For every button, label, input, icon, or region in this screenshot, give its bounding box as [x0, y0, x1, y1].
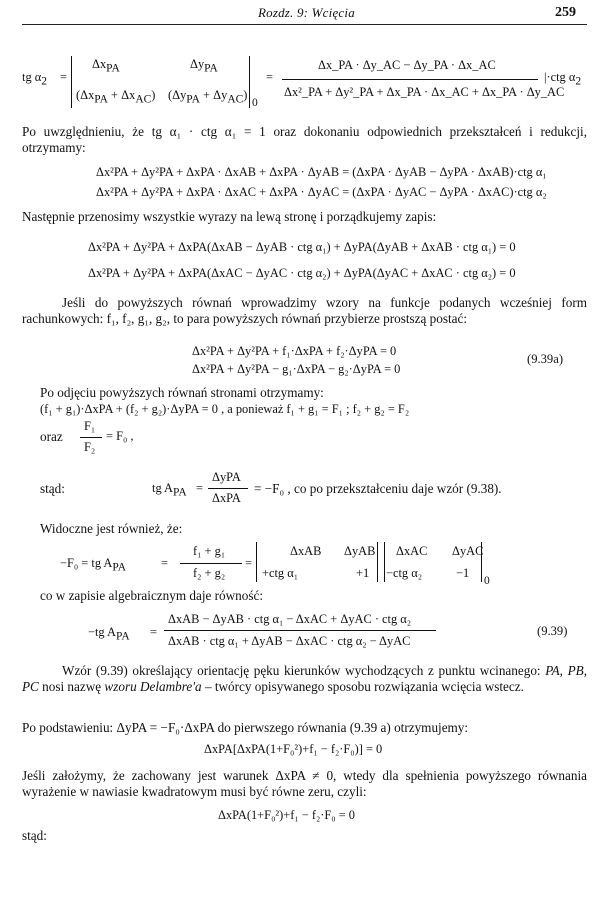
eq939-bar [164, 630, 436, 631]
oraz-bar [80, 437, 102, 438]
eq-top-frac-bar [282, 79, 538, 80]
eq939-den: ΔxAB · ctg α₁ + ΔyAB − ΔxAC · ctg α₂ − ΔyAC [168, 634, 411, 648]
stad1-num: ΔyPA [212, 470, 241, 484]
stad2-word: stąd: [22, 828, 47, 843]
paragraph-1: Po uwzględnieniu, że tg α₁ · ctg α₁ = 1 oraz dokonaniu odpowiednich przekształceń i redukcji, otrzymamy: [22, 124, 587, 156]
eq939-number: (9.39) [537, 624, 568, 638]
det-left-bar [71, 56, 72, 108]
eqF0-d2-bot2: −1 [456, 566, 470, 580]
eq-pair2-line2: Δx²PA + Δy²PA + ΔxPA(ΔxAC − ΔyAC · ctg α₂) + ΔyPA(ΔyAC + ΔxAC · ctg α₂) = 0 [88, 266, 516, 280]
eq-top-frac-den: Δx²_PA + Δy²_PA + Δx_PA · Δx_AC + Δx_PA · Δy_AC [284, 85, 565, 99]
stad1-rhs: = −F₀ , co po przekształceniu daje wzór (9.38). [254, 481, 502, 496]
det-zero: 0 [252, 97, 258, 109]
paragraph-9: Jeśli założymy, że zachowany jest warunek ΔxPA ≠ 0, wtedy dla spełnienia powyższego równania wyrażenie w nawiasie kwadratowym musi być równe zeru, czyli: [22, 768, 587, 800]
stad1-lhs: tg $A_{PA}$ [152, 481, 187, 499]
eq-pair1-line2: Δx²PA + Δy²PA + ΔxPA · ΔxAC + ΔxPA · ΔyAC = (ΔxPA · ΔyAC − ΔyPA · ΔxAC)·ctg α₂ [96, 185, 547, 199]
eq939-num: ΔxAB − ΔyAB · ctg α₁ − ΔxAC + ΔyAC · ctg α₂ [168, 612, 412, 626]
stad1-bar [208, 488, 248, 489]
eq939-lhs: −tg $A_{PA}$ [88, 625, 130, 643]
eqF0-d1-bot2: +1 [356, 566, 370, 580]
paragraph-5: Widoczne jest również, że: [40, 521, 183, 536]
eq-last: ΔxPA(1+F₀²)+f₁ − f₂·F₀ = 0 [218, 808, 356, 822]
paragraph-3: Jeśli do powyższych równań wprowadzimy wzory na funkcje podanych wcześniej form rachunkowych: f₁, f₂, g₁, g₂, to para powyższych równań przybierze prostszą postać: [22, 295, 587, 327]
eqF0-bar [180, 563, 242, 564]
oraz-num: F₁ [84, 419, 96, 433]
eqF0-d1-bot: +ctg α₁ [262, 566, 299, 580]
line-sub: (f₁ + g₁)·ΔxPA + (f₂ + g₂)·ΔyPA = 0 , a ponieważ f₁ + g₁ = F₁ ; f₂ + g₂ = F₂ [40, 402, 410, 416]
eqF0-det-bar1 [256, 542, 257, 582]
paragraph-2: Następnie przenosimy wszystkie wyrazy na lewą stronę i porządkujemy zapis: [22, 209, 437, 224]
eqF0-d2-top2: ΔyAC [452, 544, 484, 558]
eqF0-det-bar4 [481, 542, 482, 582]
paragraph-4: Po odjęciu powyższych równań stronami otrzymamy: [40, 385, 324, 400]
det-bot-left: $(\Delta x_{PA} + \Delta x_{AC})$ [76, 88, 156, 106]
eq939-eq: = [150, 625, 157, 639]
det-top-right: $\Delta y_{PA}$ [190, 57, 218, 75]
det-top-left: $\Delta x_{PA}$ [92, 57, 120, 75]
stad1-den: ΔxPA [212, 491, 241, 505]
eqF0-num: f₁ + g₁ [193, 544, 226, 558]
eqF0-det-bar3 [384, 542, 385, 582]
stad1-word: stąd: [40, 481, 65, 496]
eqF0-eq: = [161, 556, 168, 570]
eqF0-lhs: −F₀ = tg $A_{PA}$ [60, 556, 127, 574]
eqF0-d2-bot: −ctg α₂ [386, 566, 423, 580]
eqF0-d1-top: ΔxAB [290, 544, 322, 558]
paragraph-6: co w zapisie algebraicznym daje równość: [40, 588, 263, 603]
eq-top-lhs: tg $\alpha_2$ [22, 70, 47, 88]
page-number: 259 [555, 5, 576, 20]
eq-pair1-line1: Δx²PA + Δy²PA + ΔxPA · ΔxAB + ΔxPA · ΔyAB = (ΔxPA · ΔyAB − ΔyPA · ΔxAB)·ctg α₁ [96, 165, 547, 179]
header-rule [22, 24, 587, 25]
eqF0-eq2: = [245, 556, 252, 570]
eqF0-den: f₂ + g₂ [193, 566, 226, 580]
eq-pair2-line1: Δx²PA + Δy²PA + ΔxPA(ΔxAB − ΔyAB · ctg α₁) + ΔyPA(ΔyAB + ΔxAB · ctg α₁) = 0 [88, 240, 516, 254]
eq-top-rhs: |·ctg $\alpha_2$ [544, 70, 582, 88]
oraz-rhs: = F₀ , [106, 429, 134, 443]
eq-top-frac-num: Δx_PA · Δy_AC − Δy_PA · Δx_AC [318, 58, 496, 72]
eqF0-d1-top2: ΔyAB [344, 544, 376, 558]
oraz-den: F₂ [84, 440, 96, 454]
eq-939a-line2: Δx²PA + Δy²PA − g₁·ΔxPA − g₂·ΔyPA = 0 [192, 362, 401, 376]
det-bot-right: $(\Delta y_{PA} + \Delta y_{AC})$ [168, 88, 248, 106]
eqF0-d2-top: ΔxAC [396, 544, 428, 558]
oraz-word: oraz [40, 429, 63, 444]
eq-939a-line1: Δx²PA + Δy²PA + f₁·ΔxPA + f₂·ΔyPA = 0 [192, 344, 397, 358]
paragraph-8: Po podstawieniu: ΔyPA = −F₀·ΔxPA do pierwszego równania (9.39 a) otrzymujemy: [22, 720, 469, 735]
stad1-eq: = [196, 481, 203, 495]
running-title: Rozdz. 9: Wcięcia [258, 5, 355, 20]
eq-939a-number: (9.39a) [527, 352, 564, 366]
eq-top-eq: = [60, 70, 67, 84]
det-right-bar [249, 56, 250, 108]
eq-sub: ΔxPA[ΔxPA(1+F₀²)+f₁ − f₂·F₀)] = 0 [204, 742, 383, 756]
eq-top-eq2: = [266, 70, 273, 84]
eqF0-zero: 0 [484, 575, 490, 587]
paragraph-7: Wzór (9.39) określający orientację pęku kierunków wychodzących z punktu wcinanego: PA, PB, PC nosi nazwę wzoru Delambre'a – twórcy opisywanego sposobu rozwiązania wcięcia wstecz. [22, 663, 587, 695]
eqF0-det-bar2 [377, 542, 378, 582]
